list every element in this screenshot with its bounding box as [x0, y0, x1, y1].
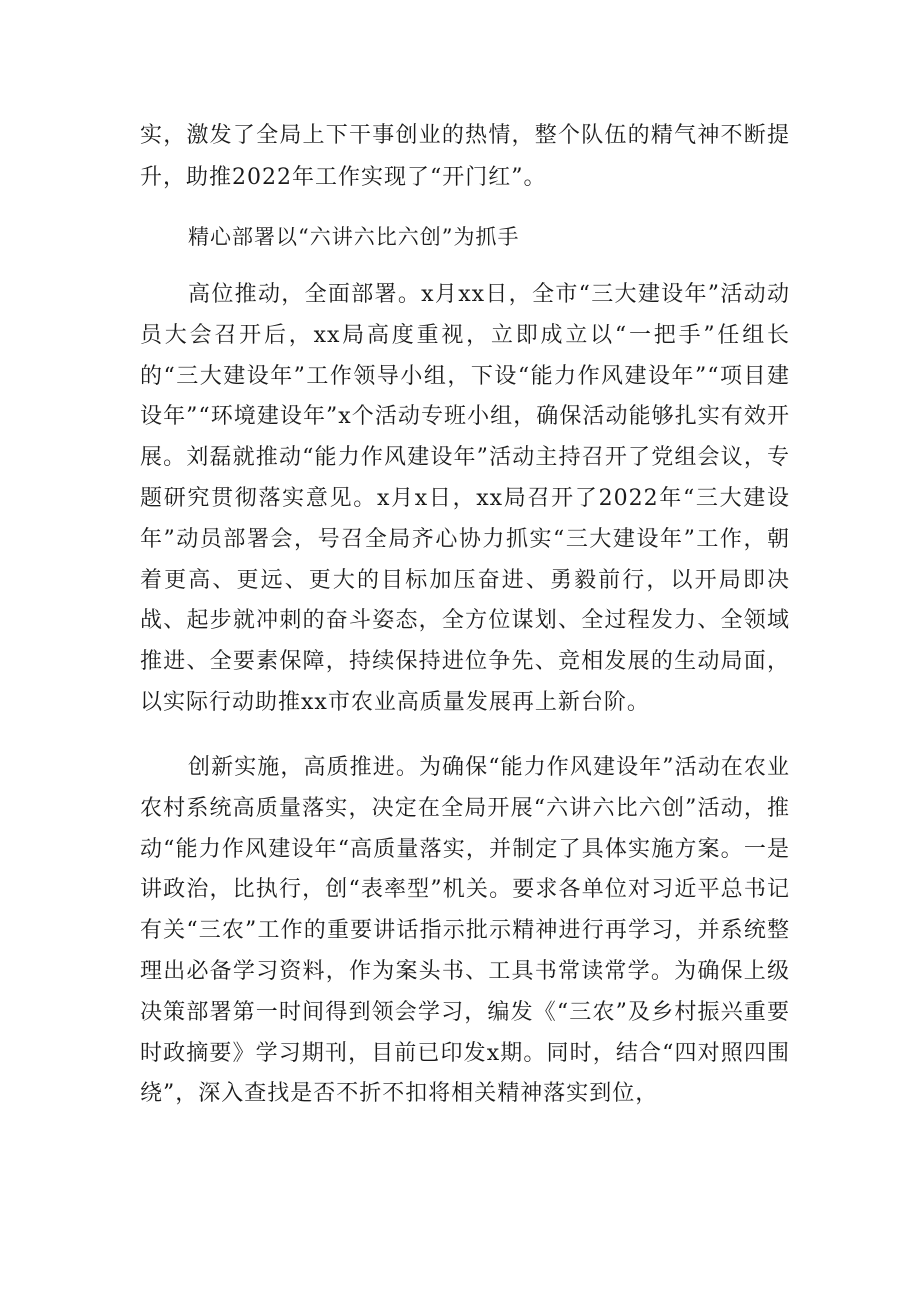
lead-paragraph: 实，激发了全局上下干事创业的热情，整个队伍的精气神不断提升，助推2022年工作实现了“开门红”。 [140, 123, 790, 190]
paragraph-2: 创新实施，高质推进。为确保“能力作风建设年”活动在农业农村系统高质量落实，决定在全局开展“六讲六比六创”活动，推动“能力作风建设年“高质量落实，并制定了具体实施方案。一是讲政治，比执行，创“表率型”机关。要求各单位对习近平总书记有关“三农”工作的重要讲话指示批示精神进行再学习，并系统整理出必备学习资料，作为案头书、工具书常读常学。为确保上级决策部署第一时间得到领会学习，编发《“三农”及乡村振兴重要时政摘要》学习期刊，目前已印发x期。同时，结合“四对照四围绕”，深入查找是否不折不扣将相关精神落实到位， [140, 755, 790, 1107]
paragraph-1-block [140, 275, 790, 724]
lead-paragraph-block [140, 115, 790, 199]
paragraph-1: 高位推动，全面部署。x月xx日，全市“三大建设年”活动动员大会召开后，xx局高度重视，立即成立以“一把手”任组长的“三大建设年”工作领导小组，下设“能力作风建设年”“项目建设年”“环境建设年”x个活动专班小组，确保活动能够扎实有效开展。刘磊就推动“能力作风建设年”活动主持召开了党组会议，专题研究贯彻落实意见。x月x日，xx局召开了2022年“三大建设年”动员部署会，号召全局齐心协力抓实“三大建设年”工作，朝着更高、更远、更大的目标加压奋进、勇毅前行，以开局即决战、起步就冲刺的奋斗姿态，全方位谋划、全过程发力、全领域推进、全要素保障，持续保持进位争先、竞相发展的生动局面，以实际行动助推xx市农业高质量发展再上新台阶。 [140, 282, 790, 715]
section-heading: 精心部署以“六讲六比六创”为抓手 [188, 225, 520, 249]
paragraph-2-block [140, 748, 790, 1115]
